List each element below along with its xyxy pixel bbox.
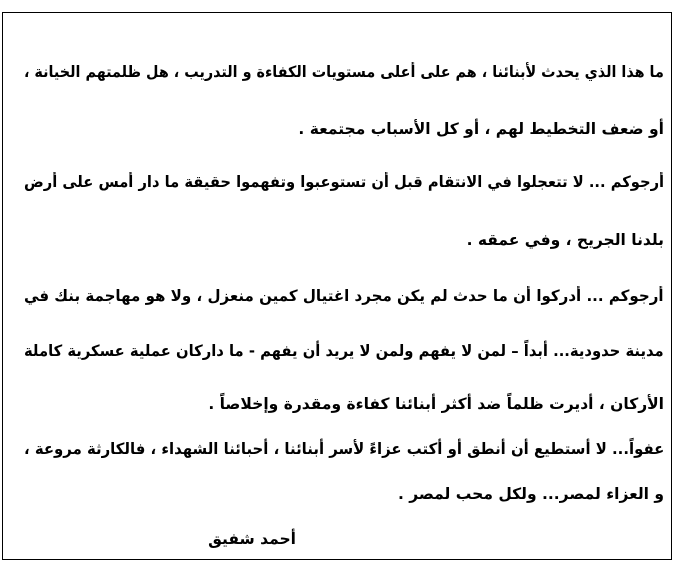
paragraph-2-line-1: أرجوكم ... لا تتعجلوا في الانتقام قبل أن تستوعبوا وتفهموا حقيقة ما دار أمس على أرض [23, 173, 664, 191]
paragraph-4-line-2: و العزاء لمصر... ولكل محب لمصر . [397, 485, 664, 503]
paragraph-3-line-3: الأركان ، أديرت ظلماً ضد أكثر أبنائنا كفاءة ومقدرة وإخلاصاً . [208, 395, 664, 413]
paragraph-3-line-2: مدينة حدودية... أبداً – لمن لا يفهم ولمن لا يريد أن يفهم - ما داركان عملية عسكرية كاملة [24, 342, 664, 360]
signature: أحمد شفيق [208, 530, 296, 548]
paragraph-4-line-1: عفواً... لا أستطيع أن أنطق أو أكتب عزاءً لأسر أبنائنا ، أحبائنا الشهداء ، فالكارثة مروعة ، [23, 440, 664, 458]
paragraph-2-line-2: بلدنا الجريح ، وفي عمقه . [466, 231, 664, 249]
paragraph-1-line-1: ما هذا الذي يحدث لأبنائنا ، هم على أعلى مستويات الكفاءة و التدريب ، هل ظلمتهم الخيانة ، [24, 63, 664, 81]
paragraph-3-line-1: أرجوكم ... أدركوا أن ما حدث لم يكن مجرد اغتيال كمين منعزل ، ولا هو مهاجمة بنك في [24, 287, 664, 305]
paragraph-1-line-2: أو ضعف التخطيط لهم ، أو كل الأسباب مجتمعة . [298, 120, 664, 138]
